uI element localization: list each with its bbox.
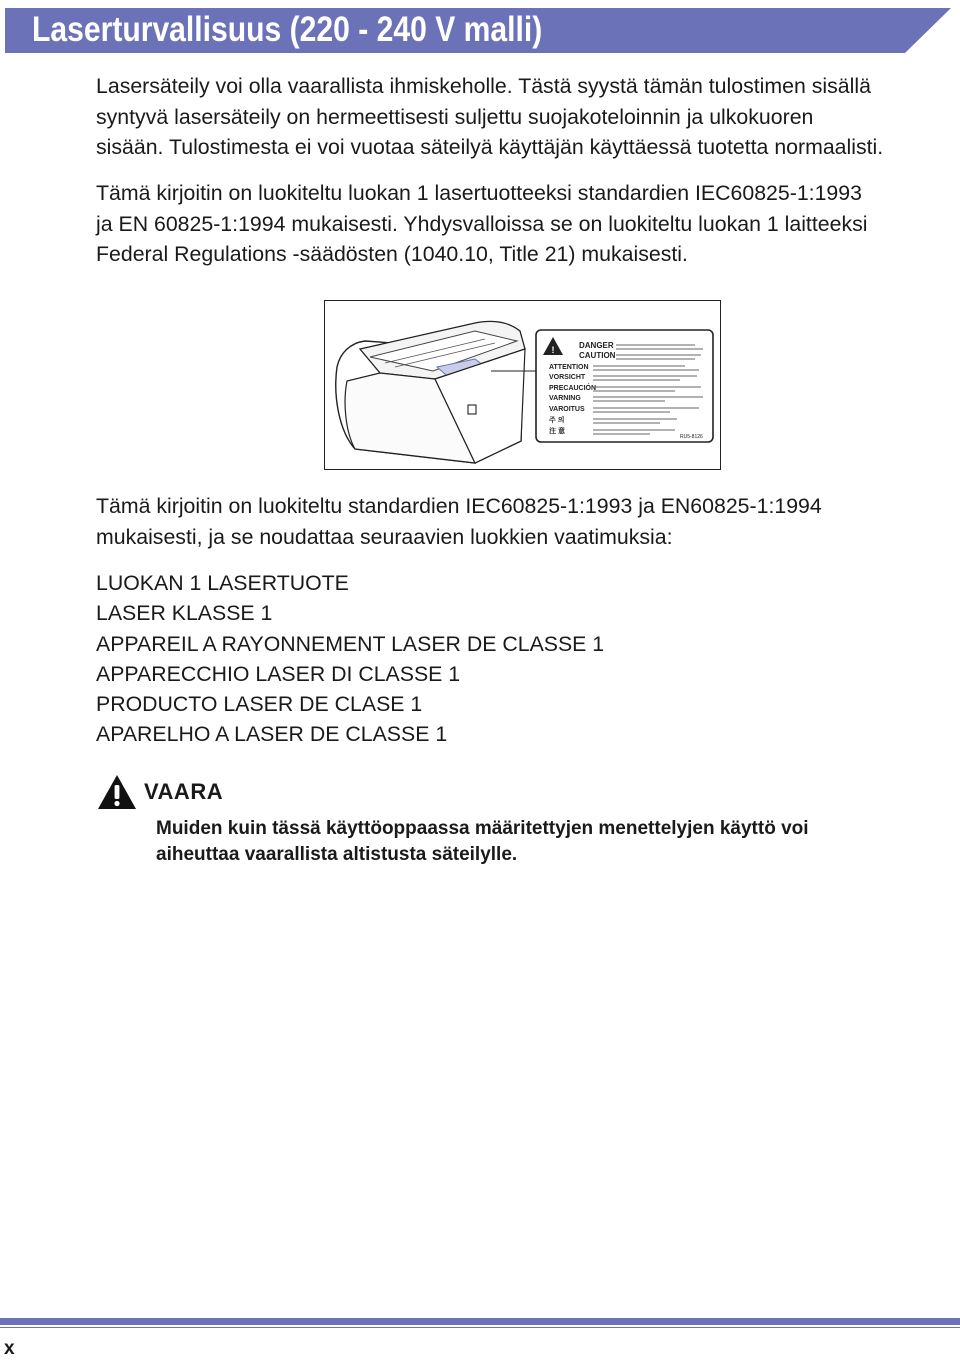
text-line: sisään. Tulostimesta ei voi vuotaa säteilyä käyttäjän käyttäessä tuotetta normaalisti. [96,135,884,159]
list-item: LASER KLASSE 1 [96,601,273,626]
compliance-paragraph [96,491,956,552]
svg-text:주 의: 주 의 [549,417,565,424]
svg-text:VARNING: VARNING [549,395,581,402]
text-line: Federal Regulations -säädösten (1040.10, Title 21) mukaisesti. [96,242,688,266]
text-line: mukaisesti, ja se noudattaa seuraavien luokkien vaatimuksia: [96,524,673,549]
svg-text:PRECAUCIÓN: PRECAUCIÓN [549,385,597,392]
laser-class-list [96,568,604,750]
list-item: APARELHO A LASER DE CLASSE 1 [96,722,448,747]
warning-title: VAARA [144,779,224,804]
text-line: ja EN 60825-1:1994 mukaisesti. Yhdysvalloissa se on luokiteltu luokan 1 laitteeksi [96,211,868,236]
list-item: APPARECCHIO LASER DI CLASSE 1 [96,661,461,686]
svg-text:DANGER: DANGER [579,341,614,350]
list-item: LUOKAN 1 LASERTUOTE [96,571,349,595]
classification-paragraph [96,178,956,270]
text-line: Tämä kirjoitin on luokiteltu standardien IEC60825-1:1993 ja EN60825-1:1994 [96,494,822,518]
text-line: syntyvä lasersäteily on hermeettisesti suljettu suojakoteloinnin ja ulkokuoren [96,104,814,129]
text-line: Lasersäteily voi olla vaarallista ihmiskeholle. Tästä syystä tämän tulostimen sisällä [96,74,871,98]
text-line: Muiden kuin tässä käyttöoppaassa määritettyjen menettelyjen käyttö voi [156,818,809,839]
label-code: RU5-8126 [680,434,703,440]
list-item: APPAREIL A RAYONNEMENT LASER DE CLASSE 1 [96,631,605,656]
list-item: PRODUCTO LASER DE CLASE 1 [96,692,423,717]
svg-text:VAROITUS: VAROITUS [549,406,585,413]
svg-text:注 意: 注 意 [549,428,565,435]
text-line: aiheuttaa vaarallista altistusta säteilylle. [156,843,518,865]
svg-text:VORSICHT: VORSICHT [549,374,586,381]
page-title: Laserturvallisuus (220 - 240 V malli) [32,10,543,49]
printer-label-figure [324,300,721,470]
printer-illustration [325,301,719,468]
svg-text:ATTENTION: ATTENTION [549,364,589,371]
page-number: x [4,1338,15,1359]
warning-triangle-icon [97,774,137,815]
section-title-bar [5,8,951,53]
svg-text:!: ! [551,345,555,355]
footer-rule [0,1318,960,1325]
footer-rule-thin [0,1327,960,1328]
warning-body [156,816,936,867]
text-line: Tämä kirjoitin on luokiteltu luokan 1 lasertuotteeksi standardien IEC60825-1:1993 [96,181,862,205]
svg-text:CAUTION: CAUTION [579,351,616,360]
intro-paragraph [96,71,956,163]
